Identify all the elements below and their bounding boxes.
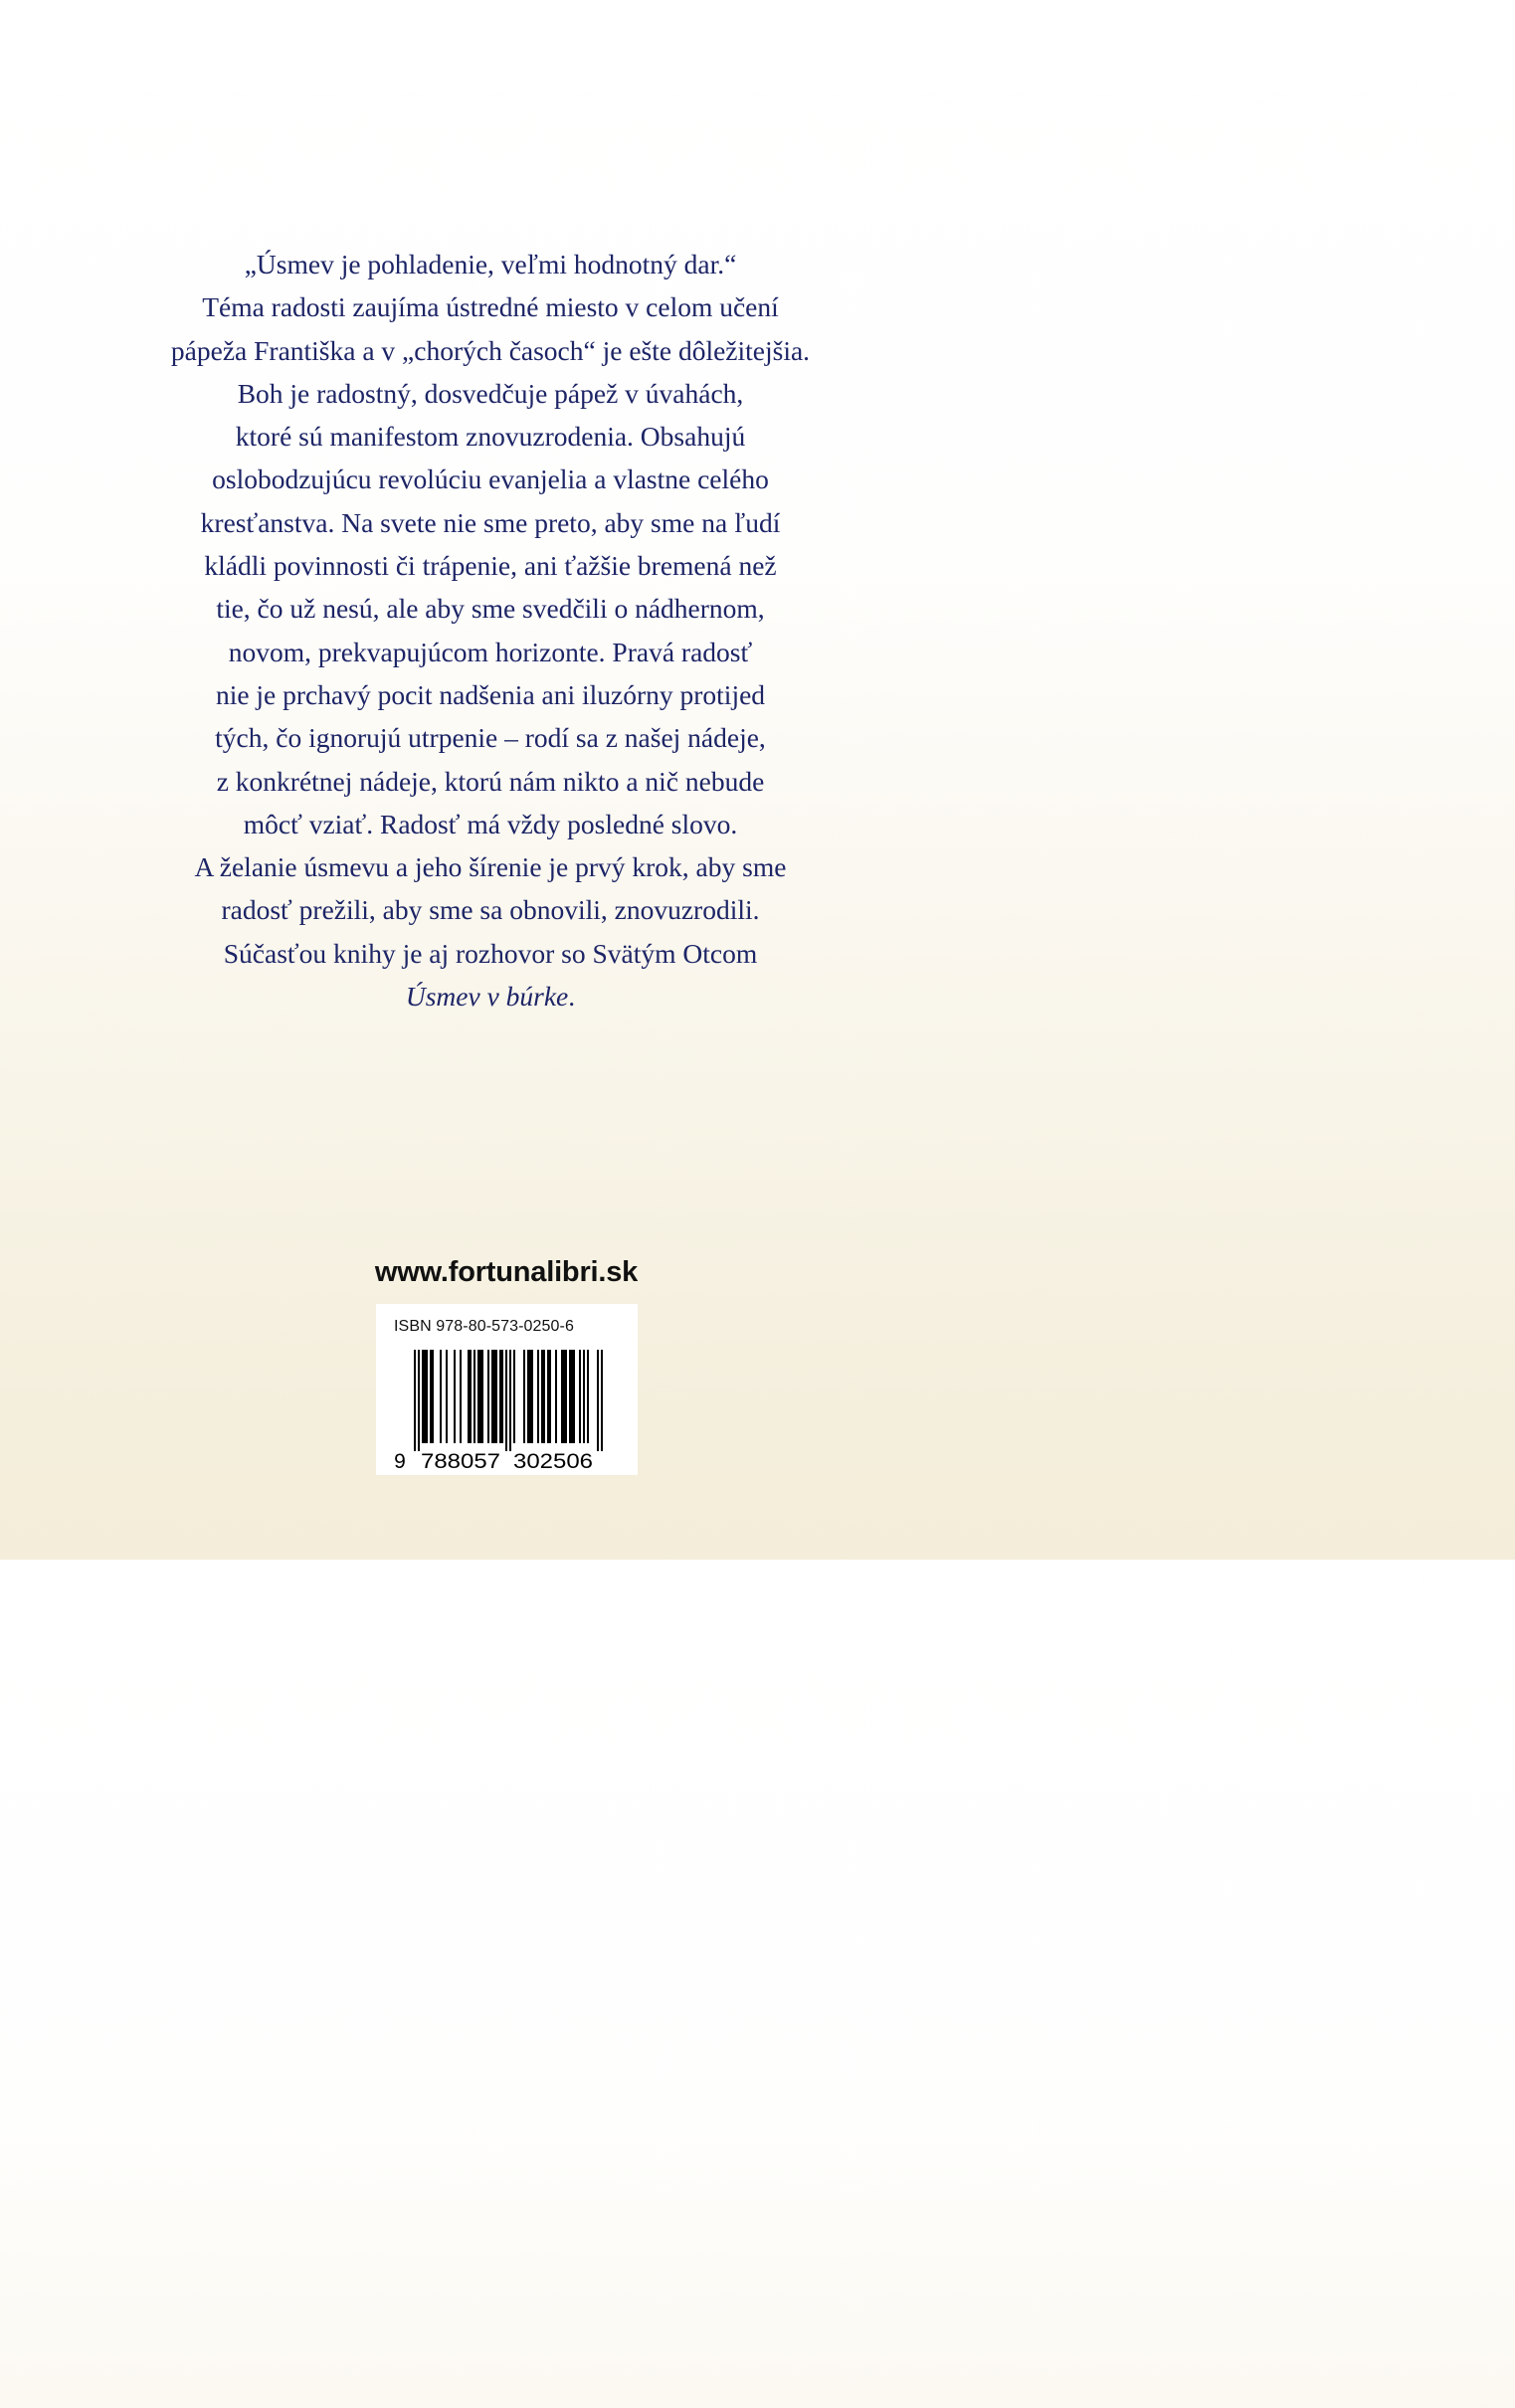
barcode-bar [587,1350,589,1443]
barcode-bar [487,1350,489,1443]
blurb-line: Téma radosti zaujíma ústredné miesto v celom učení [202,291,779,323]
isbn-label: ISBN 978-80-573-0250-6 [394,1318,574,1335]
blurb-line: ktoré sú manifestom znovuzrodenia. Obsahujú [235,421,746,453]
barcode-bar [460,1350,462,1443]
barcode-bar [579,1350,581,1443]
barcode-bar [454,1350,456,1443]
barcode-bar [499,1350,501,1443]
barcode-bar [426,1350,428,1443]
barcode-bar [529,1350,531,1443]
barcode-bar [523,1350,525,1443]
barcode-bar [527,1350,529,1443]
blurb-line: kresťanstva. Na svete nie sme preto, aby sme na ľudí [200,506,781,538]
blurb-line: pápeža Františka a v „chorých časoch“ je ešte dôležitejšia. [170,334,811,366]
blurb-line: z konkrétnej nádeje, ktorú nám nikto a nič nebude [216,765,765,797]
barcode-bar [555,1350,557,1443]
blurb-line: môcť vziať. Radosť má vždy posledné slovo. [243,808,738,839]
barcode-bar [495,1350,497,1443]
ean13-barcode [384,1348,631,1469]
book-title-line [0,975,981,1018]
blurb-line: oslobodzujúcu revolúciu evanjelia a vlastne celého [212,463,769,495]
isbn-barcode-box [376,1304,638,1475]
barcode-bar [549,1350,551,1443]
blurb-line: A želanie úsmevu a jeho šírenie je prvý krok, aby sme [194,851,787,883]
blurb-line: tých, čo ignorujú utrpenie – rodí sa z našej nádeje, [215,722,766,754]
barcode-bar [468,1350,470,1443]
blurb-line: tie, čo už nesú, ale aby sme svedčili o nádhernom, [216,593,765,625]
barcode-bar [571,1350,573,1443]
barcode-bar [601,1350,603,1451]
barcode-bar [473,1350,475,1443]
blurb-text [0,243,981,1018]
barcode-digits-left: 788057 [421,1450,500,1469]
barcode-bar [493,1350,495,1443]
barcode-bar [430,1350,432,1443]
blurb-line: radosť prežili, aby sme sa obnovili, znovuzrodili. [221,894,760,926]
barcode-digits-right: 302506 [513,1450,593,1469]
barcode-bar [509,1350,511,1451]
barcode-bar [583,1350,585,1443]
publisher-website[interactable]: www.fortunalibri.sk [374,1256,639,1288]
barcode-bar [440,1350,442,1443]
barcode-bar [481,1350,483,1443]
barcode-bar [547,1350,549,1443]
barcode-bar [479,1350,481,1443]
blurb-line: nie je prchavý pocit nadšenia ani iluzórny protijed [215,678,766,710]
barcode-bar [531,1350,533,1443]
barcode-bar [491,1350,493,1443]
barcode-bar [543,1350,545,1443]
barcode-bar [541,1350,543,1443]
barcode-bar [573,1350,575,1443]
barcode-digit-first: 9 [394,1450,406,1469]
barcode-bar [446,1350,448,1443]
barcode-bar [432,1350,434,1443]
barcode-bar [597,1350,599,1451]
barcode-bar [501,1350,503,1443]
barcode-bar [569,1350,571,1443]
book-title: Úsmev v búrke [405,981,569,1013]
book-back-cover [0,0,981,1560]
blurb-line: kládli povinnosti či trápenie, ani ťažšie bremená než [204,550,777,582]
barcode-bar [537,1350,539,1443]
blurb-line: Súčasťou knihy je aj rozhovor so Svätým Otcom [223,937,758,969]
barcode-bar [505,1350,507,1451]
barcode-bars [414,1350,603,1451]
blurb-line: „Úsmev je pohladenie, veľmi hodnotný dar.“ [244,249,737,279]
barcode-bar [422,1350,424,1443]
barcode-bar [561,1350,563,1443]
barcode-bar [414,1350,416,1451]
barcode-bar [477,1350,479,1443]
barcode-bar [513,1350,515,1443]
barcode-bar [470,1350,472,1443]
barcode-bar [424,1350,426,1443]
blurb-line: novom, prekvapujúcom horizonte. Pravá radosť [228,636,753,667]
barcode-bar [563,1350,565,1443]
book-title-period: . [568,981,576,1013]
barcode-bar [418,1350,420,1451]
blurb-line: Boh je radostný, dosvedčuje pápež v úvahách, [237,377,744,409]
barcode-bar [565,1350,567,1443]
